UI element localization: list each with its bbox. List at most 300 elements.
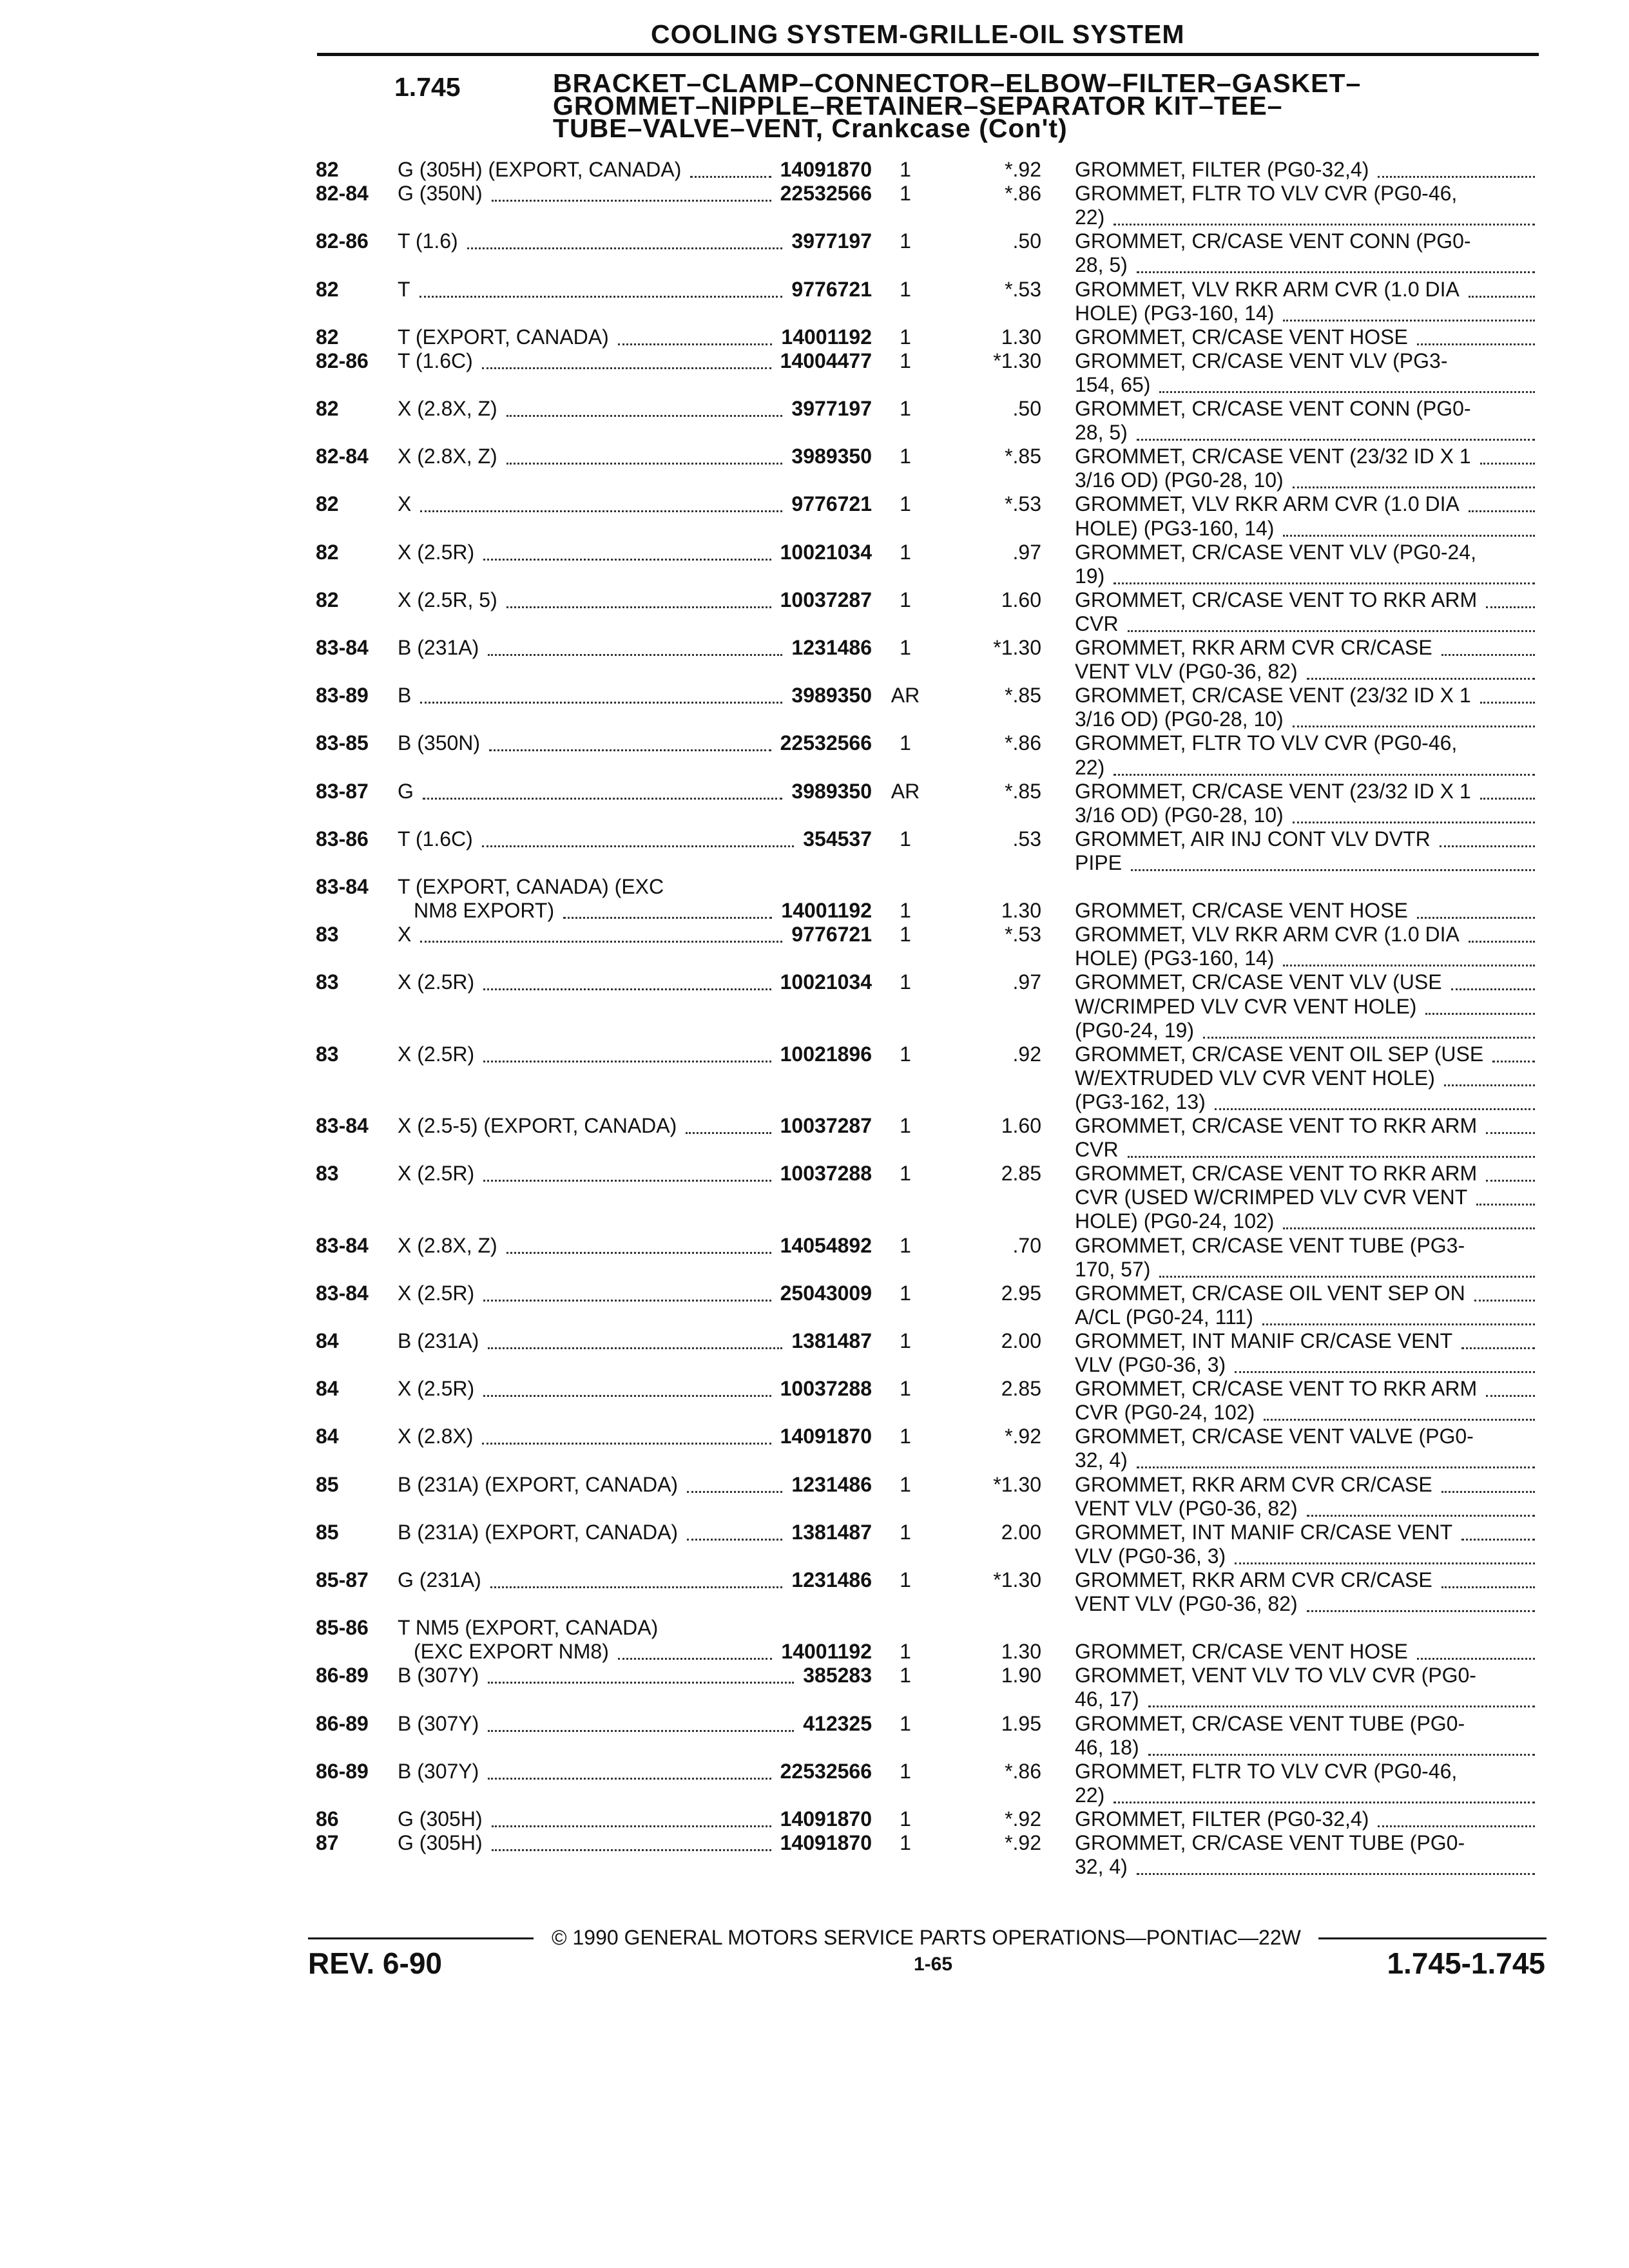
leader-dots bbox=[1128, 1153, 1535, 1158]
table-row bbox=[0, 588, 1629, 614]
leader-dots bbox=[563, 914, 772, 919]
model-code: X (2.5R) bbox=[398, 1162, 475, 1186]
price: *.53 bbox=[1005, 492, 1041, 516]
model-code: T (EXPORT, CANADA) (EXC bbox=[398, 875, 664, 898]
model-year: 86-89 bbox=[316, 1711, 369, 1735]
part-description: 28, 5) bbox=[1075, 253, 1128, 277]
table-row bbox=[0, 1114, 1629, 1140]
price: *.92 bbox=[1005, 1831, 1041, 1854]
model-year: 83-85 bbox=[316, 731, 369, 755]
part-description: GROMMET, CR/CASE VENT TO RKR ARM bbox=[1075, 1377, 1478, 1401]
model-year: 82 bbox=[316, 158, 339, 181]
quantity: 1 bbox=[900, 636, 911, 659]
model-year: 84 bbox=[316, 1425, 339, 1448]
leader-dots bbox=[1283, 532, 1535, 537]
part-description: GROMMET, CR/CASE VENT VLV (PG3- bbox=[1075, 349, 1448, 372]
leader-dots bbox=[492, 1823, 771, 1827]
leader-dots bbox=[1469, 508, 1535, 512]
footer-copyright: © 1990 GENERAL MOTORS SERVICE PARTS OPERATIONS—PONTIAC—22W bbox=[552, 1926, 1301, 1949]
leader-dots bbox=[1441, 1488, 1535, 1493]
model-year: 83-84 bbox=[316, 875, 369, 898]
model-code-continued: (EXC EXPORT NM8) bbox=[414, 1640, 609, 1664]
part-number: 1381487 bbox=[791, 1329, 872, 1352]
price: 2.00 bbox=[1001, 1520, 1041, 1544]
price: 2.85 bbox=[1001, 1377, 1041, 1401]
part-description: GROMMET, FLTR TO VLV CVR (PG0-46, bbox=[1075, 182, 1458, 206]
table-row bbox=[0, 970, 1629, 996]
part-number: 354537 bbox=[803, 827, 872, 850]
price: *1.30 bbox=[993, 1472, 1041, 1496]
table-row bbox=[0, 397, 1629, 423]
part-description: 46, 17) bbox=[1075, 1687, 1139, 1711]
leader-dots bbox=[483, 1058, 771, 1062]
price: 1.60 bbox=[1001, 588, 1041, 611]
table-row bbox=[0, 1186, 1629, 1211]
model-year: 83-84 bbox=[316, 636, 369, 659]
quantity: 1 bbox=[900, 1329, 911, 1352]
leader-dots bbox=[482, 1440, 771, 1445]
part-number: 22532566 bbox=[780, 731, 872, 755]
part-description: 3/16 OD) (PG0-28, 10) bbox=[1075, 707, 1284, 731]
leader-dots bbox=[1293, 819, 1535, 823]
model-year: 86-89 bbox=[316, 1759, 369, 1783]
table-row bbox=[0, 827, 1629, 853]
part-description: VENT VLV (PG0-36, 82) bbox=[1075, 660, 1298, 684]
quantity: 1 bbox=[900, 970, 911, 994]
leader-dots bbox=[1283, 962, 1535, 966]
part-number: 385283 bbox=[803, 1664, 872, 1687]
leader-dots bbox=[1203, 1034, 1535, 1039]
part-description: VLV (PG0-36, 3) bbox=[1075, 1544, 1226, 1568]
part-description: HOLE) (PG3-160, 14) bbox=[1075, 947, 1275, 970]
part-description: GROMMET, CR/CASE VENT HOSE bbox=[1075, 325, 1408, 349]
table-row bbox=[0, 492, 1629, 518]
leader-dots bbox=[506, 1249, 771, 1254]
part-description: GROMMET, CR/CASE VENT VLV (USE bbox=[1075, 970, 1442, 994]
quantity: 1 bbox=[900, 492, 911, 516]
model-code-continued: NM8 EXPORT) bbox=[414, 899, 555, 923]
model-code: B (307Y) bbox=[398, 1759, 479, 1783]
table-row bbox=[0, 1066, 1629, 1092]
leader-dots bbox=[1378, 1823, 1535, 1827]
leader-dots bbox=[1425, 1010, 1535, 1015]
part-number: 3989350 bbox=[791, 445, 872, 468]
quantity: 1 bbox=[900, 1831, 911, 1854]
price: *1.30 bbox=[993, 1568, 1041, 1591]
part-number: 1231486 bbox=[791, 1568, 872, 1591]
quantity: 1 bbox=[900, 1568, 911, 1591]
part-description: CVR bbox=[1075, 1138, 1119, 1162]
table-row bbox=[0, 1521, 1629, 1546]
price: 1.30 bbox=[1001, 899, 1041, 923]
quantity: 1 bbox=[900, 923, 911, 947]
leader-dots bbox=[618, 1655, 772, 1660]
table-row bbox=[0, 923, 1629, 948]
model-code: G (305H) bbox=[398, 1807, 483, 1831]
model-year: 83-84 bbox=[316, 1233, 369, 1257]
part-description: 3/16 OD) (PG0-28, 10) bbox=[1075, 803, 1284, 827]
leader-dots bbox=[1113, 771, 1535, 776]
quantity: 1 bbox=[900, 588, 911, 611]
table-row bbox=[0, 1258, 1629, 1283]
part-description: GROMMET, FILTER (PG0-32,4) bbox=[1075, 1807, 1369, 1831]
table-row bbox=[0, 541, 1629, 566]
leader-dots bbox=[1476, 1201, 1535, 1206]
quantity: 1 bbox=[900, 1162, 911, 1186]
price: 1.90 bbox=[1001, 1664, 1041, 1687]
section-title bbox=[553, 68, 1362, 143]
model-code: T (1.6C) bbox=[398, 827, 473, 850]
leader-dots bbox=[1378, 173, 1535, 178]
table-row bbox=[0, 1687, 1629, 1713]
quantity: 1 bbox=[900, 158, 911, 181]
table-row bbox=[0, 1664, 1629, 1689]
part-description: GROMMET, CR/CASE VENT CONN (PG0- bbox=[1075, 397, 1471, 420]
table-row bbox=[0, 564, 1629, 590]
part-description: CVR (PG0-24, 102) bbox=[1075, 1401, 1255, 1425]
table-row bbox=[0, 253, 1629, 279]
model-code: G (305H) (EXPORT, CANADA) bbox=[398, 158, 682, 181]
part-description: GROMMET, AIR INJ CONT VLV DVTR bbox=[1075, 827, 1431, 850]
leader-dots bbox=[1461, 1536, 1535, 1541]
price: *.85 bbox=[1005, 445, 1041, 468]
leader-dots bbox=[1417, 914, 1535, 919]
quantity: 1 bbox=[900, 397, 911, 420]
part-description: 32, 4) bbox=[1075, 1448, 1128, 1472]
quantity: 1 bbox=[900, 182, 911, 206]
model-year: 82-86 bbox=[316, 229, 369, 253]
model-year: 82 bbox=[316, 325, 339, 349]
table-row bbox=[0, 1473, 1629, 1499]
table-row bbox=[0, 1640, 1629, 1666]
leader-dots bbox=[1307, 675, 1535, 680]
table-row bbox=[0, 1209, 1629, 1235]
table-row bbox=[0, 1807, 1629, 1833]
part-description: 22) bbox=[1075, 755, 1105, 779]
model-year: 83 bbox=[316, 1162, 339, 1186]
model-year: 82-84 bbox=[316, 445, 369, 468]
price: *.86 bbox=[1005, 1759, 1041, 1783]
table-row bbox=[0, 1760, 1629, 1785]
table-row bbox=[0, 182, 1629, 207]
model-year: 82 bbox=[316, 540, 339, 564]
quantity: 1 bbox=[900, 1114, 911, 1137]
model-code: X (2.5R) bbox=[398, 1281, 475, 1305]
leader-dots bbox=[489, 747, 771, 751]
part-number: 1231486 bbox=[791, 1472, 872, 1496]
leader-dots bbox=[1128, 628, 1535, 632]
leader-dots bbox=[1159, 1273, 1535, 1278]
model-year: 83 bbox=[316, 1042, 339, 1066]
leader-dots bbox=[1486, 1177, 1535, 1182]
header-rule bbox=[317, 53, 1539, 56]
model-year: 84 bbox=[316, 1329, 339, 1352]
leader-dots bbox=[1293, 723, 1535, 727]
part-description: VLV (PG0-36, 3) bbox=[1075, 1353, 1226, 1376]
model-code: B (231A) (EXPORT, CANADA) bbox=[398, 1520, 679, 1544]
table-row bbox=[0, 349, 1629, 375]
leader-dots bbox=[1480, 699, 1535, 704]
part-description: 154, 65) bbox=[1075, 372, 1151, 396]
part-description: W/CRIMPED VLV CVR VENT HOLE) bbox=[1075, 994, 1417, 1018]
part-description: GROMMET, CR/CASE VENT (23/32 ID X 1 bbox=[1075, 445, 1471, 468]
part-description: VENT VLV (PG0-36, 82) bbox=[1075, 1592, 1298, 1615]
price: 1.30 bbox=[1001, 1640, 1041, 1664]
table-row bbox=[0, 684, 1629, 709]
model-year: 86-89 bbox=[316, 1664, 369, 1687]
part-number: 14001192 bbox=[781, 1640, 872, 1664]
quantity: 1 bbox=[900, 1425, 911, 1448]
part-description: GROMMET, CR/CASE VENT TO RKR ARM bbox=[1075, 588, 1478, 611]
price: 1.60 bbox=[1001, 1114, 1041, 1137]
model-code: X (2.5R) bbox=[398, 970, 475, 994]
part-description: GROMMET, CR/CASE VENT CONN (PG0- bbox=[1075, 229, 1471, 253]
part-number: 14091870 bbox=[780, 1425, 872, 1448]
leader-dots bbox=[490, 1584, 782, 1588]
part-number: 14091870 bbox=[780, 158, 872, 181]
leader-dots bbox=[1417, 341, 1535, 345]
leader-dots bbox=[488, 1727, 794, 1732]
model-year: 83-84 bbox=[316, 1114, 369, 1137]
leader-dots bbox=[1283, 1225, 1535, 1229]
table-row bbox=[0, 1138, 1629, 1164]
table-row bbox=[0, 947, 1629, 972]
part-number: 10021896 bbox=[780, 1042, 872, 1066]
leader-dots bbox=[1148, 1703, 1535, 1707]
table-row bbox=[0, 1712, 1629, 1738]
table-row bbox=[0, 707, 1629, 733]
model-code: G (350N) bbox=[398, 182, 483, 206]
leader-dots bbox=[1113, 221, 1535, 226]
model-year: 83-87 bbox=[316, 779, 369, 803]
model-year: 82 bbox=[316, 492, 339, 516]
price: *.85 bbox=[1005, 684, 1041, 707]
table-row bbox=[0, 803, 1629, 829]
part-number: 22532566 bbox=[780, 1759, 872, 1783]
leader-dots bbox=[1262, 1321, 1535, 1325]
model-year: 85 bbox=[316, 1520, 339, 1544]
part-description: 22) bbox=[1075, 1783, 1105, 1807]
model-year: 82-86 bbox=[316, 349, 369, 372]
part-number: 14001192 bbox=[781, 325, 872, 349]
table-row bbox=[0, 1855, 1629, 1881]
leader-dots bbox=[420, 699, 782, 704]
part-description: VENT VLV (PG0-36, 82) bbox=[1075, 1496, 1298, 1520]
part-description: GROMMET, INT MANIF CR/CASE VENT bbox=[1075, 1520, 1453, 1544]
part-description: GROMMET, VENT VLV TO VLV CVR (PG0- bbox=[1075, 1664, 1476, 1687]
quantity: 1 bbox=[900, 1640, 911, 1664]
part-description: CVR bbox=[1075, 611, 1119, 635]
table-row bbox=[0, 517, 1629, 543]
model-code: G (231A) bbox=[398, 1568, 481, 1591]
part-number: 10021034 bbox=[780, 540, 872, 564]
model-code: B (231A) (EXPORT, CANADA) bbox=[398, 1472, 679, 1496]
leader-dots bbox=[1235, 1369, 1535, 1373]
part-description: 22) bbox=[1075, 206, 1105, 229]
model-year: 84 bbox=[316, 1377, 339, 1401]
header-title: COOLING SYSTEM-GRILLE-OIL SYSTEM bbox=[651, 19, 1185, 49]
table-row bbox=[0, 731, 1629, 757]
quantity: 1 bbox=[900, 1664, 911, 1687]
price: .97 bbox=[1012, 970, 1041, 994]
leader-dots bbox=[506, 604, 771, 608]
leader-dots bbox=[687, 1488, 782, 1493]
section-range: 1.745-1.745 bbox=[1387, 1946, 1545, 1980]
leader-dots bbox=[1307, 1512, 1535, 1517]
leader-dots bbox=[467, 245, 782, 249]
part-description: 170, 57) bbox=[1075, 1257, 1151, 1281]
part-description: 28, 5) bbox=[1075, 421, 1128, 445]
price: *.92 bbox=[1005, 1425, 1041, 1448]
leader-dots bbox=[690, 173, 771, 178]
table-row bbox=[0, 468, 1629, 494]
part-number: 412325 bbox=[803, 1711, 872, 1735]
part-number: 10037288 bbox=[780, 1377, 872, 1401]
model-code: X (2.5R, 5) bbox=[398, 588, 497, 611]
model-code: T bbox=[398, 277, 410, 301]
price: .70 bbox=[1012, 1233, 1041, 1257]
part-number: 14001192 bbox=[781, 899, 872, 923]
model-year: 82 bbox=[316, 588, 339, 611]
part-description: GROMMET, VLV RKR ARM CVR (1.0 DIA bbox=[1075, 277, 1460, 301]
table-row bbox=[0, 206, 1629, 231]
leader-dots bbox=[1137, 1464, 1535, 1468]
leader-dots bbox=[1469, 938, 1535, 943]
table-row bbox=[0, 1329, 1629, 1355]
part-description: GROMMET, CR/CASE VENT HOSE bbox=[1075, 1640, 1408, 1664]
part-number: 3977197 bbox=[791, 229, 872, 253]
model-year: 86 bbox=[316, 1807, 339, 1831]
section-number: 1.745 bbox=[394, 72, 461, 102]
part-number: 25043009 bbox=[780, 1281, 872, 1305]
part-description: GROMMET, FILTER (PG0-32,4) bbox=[1075, 158, 1369, 181]
part-description: GROMMET, CR/CASE VENT OIL SEP (USE bbox=[1075, 1042, 1484, 1066]
leader-dots bbox=[1137, 436, 1535, 441]
part-number: 14091870 bbox=[780, 1807, 872, 1831]
table-row bbox=[0, 1448, 1629, 1474]
model-code: B (231A) bbox=[398, 1329, 479, 1352]
leader-dots bbox=[1417, 1655, 1535, 1660]
part-description: GROMMET, CR/CASE VENT TUBE (PG0- bbox=[1075, 1711, 1465, 1735]
table-row bbox=[0, 1043, 1629, 1068]
price: *.86 bbox=[1005, 731, 1041, 755]
part-number: 3989350 bbox=[791, 779, 872, 803]
leader-dots bbox=[423, 795, 782, 800]
leader-dots bbox=[483, 1297, 771, 1302]
part-description: (PG0-24, 19) bbox=[1075, 1018, 1194, 1042]
part-number: 1381487 bbox=[791, 1520, 872, 1544]
leader-dots bbox=[1113, 1799, 1535, 1803]
leader-dots bbox=[1441, 651, 1535, 656]
quantity: 1 bbox=[900, 1042, 911, 1066]
leader-dots bbox=[482, 365, 771, 369]
leader-dots bbox=[483, 556, 771, 561]
part-description: GROMMET, VLV RKR ARM CVR (1.0 DIA bbox=[1075, 923, 1460, 947]
part-description: GROMMET, FLTR TO VLV CVR (PG0-46, bbox=[1075, 731, 1458, 755]
part-number: 3977197 bbox=[791, 397, 872, 420]
part-description: CVR (USED W/CRIMPED VLV CVR VENT bbox=[1075, 1186, 1468, 1209]
quantity: 1 bbox=[900, 1711, 911, 1735]
table-row bbox=[0, 229, 1629, 255]
model-year: 83 bbox=[316, 923, 339, 947]
table-row bbox=[0, 325, 1629, 351]
part-description: GROMMET, CR/CASE OIL VENT SEP ON bbox=[1075, 1281, 1465, 1305]
leader-dots bbox=[1444, 1082, 1535, 1086]
part-description: 19) bbox=[1075, 564, 1105, 588]
price: *.86 bbox=[1005, 182, 1041, 206]
model-year: 85-86 bbox=[316, 1616, 369, 1640]
model-year: 83 bbox=[316, 970, 339, 994]
quantity: 1 bbox=[900, 899, 911, 923]
table-row bbox=[0, 1090, 1629, 1116]
quantity: 1 bbox=[900, 277, 911, 301]
model-code: T (EXPORT, CANADA) bbox=[398, 325, 609, 349]
footer-rule-left bbox=[308, 1937, 534, 1939]
quantity: 1 bbox=[900, 540, 911, 564]
price: .53 bbox=[1012, 827, 1041, 850]
quantity: 1 bbox=[900, 445, 911, 468]
table-row bbox=[0, 1544, 1629, 1570]
price: *.85 bbox=[1005, 779, 1041, 803]
table-row bbox=[0, 1234, 1629, 1260]
part-number: 22532566 bbox=[780, 182, 872, 206]
part-description: (PG3-162, 13) bbox=[1075, 1090, 1206, 1113]
part-description: GROMMET, FLTR TO VLV CVR (PG0-46, bbox=[1075, 1759, 1458, 1783]
model-code: X (2.8X, Z) bbox=[398, 1233, 497, 1257]
part-number: 14054892 bbox=[780, 1233, 872, 1257]
model-code: T (1.6C) bbox=[398, 349, 473, 372]
model-code: X (2.8X, Z) bbox=[398, 445, 497, 468]
table-row bbox=[0, 158, 1629, 184]
revision-label: REV. 6-90 bbox=[308, 1946, 442, 1980]
table-row bbox=[0, 1162, 1629, 1187]
model-year: 82 bbox=[316, 397, 339, 420]
table-row bbox=[0, 1019, 1629, 1044]
part-description: GROMMET, CR/CASE VENT TUBE (PG3- bbox=[1075, 1233, 1465, 1257]
leader-dots bbox=[1283, 317, 1535, 322]
leader-dots bbox=[1131, 867, 1535, 871]
quantity: 1 bbox=[900, 1472, 911, 1496]
part-description: A/CL (PG0-24, 111) bbox=[1075, 1305, 1253, 1329]
quantity: 1 bbox=[900, 325, 911, 349]
model-year: 82 bbox=[316, 277, 339, 301]
table-row bbox=[0, 302, 1629, 327]
model-code: X (2.8X, Z) bbox=[398, 397, 497, 420]
model-code: B (307Y) bbox=[398, 1664, 479, 1687]
leader-dots bbox=[1440, 843, 1535, 847]
part-description: GROMMET, CR/CASE VENT TO RKR ARM bbox=[1075, 1114, 1478, 1137]
leader-dots bbox=[492, 1847, 771, 1851]
model-code: X bbox=[398, 492, 412, 516]
leader-dots bbox=[1113, 580, 1535, 584]
leader-dots bbox=[1480, 795, 1535, 800]
table-row bbox=[0, 1401, 1629, 1427]
leader-dots bbox=[420, 938, 782, 943]
part-description: GROMMET, CR/CASE VENT VALVE (PG0- bbox=[1075, 1425, 1474, 1448]
leader-dots bbox=[419, 293, 782, 298]
part-number: 10037287 bbox=[780, 588, 872, 611]
model-year: 83-84 bbox=[316, 1281, 369, 1305]
leader-dots bbox=[506, 460, 782, 465]
table-row bbox=[0, 1783, 1629, 1809]
quantity: AR bbox=[891, 779, 920, 803]
model-code: G bbox=[398, 779, 414, 803]
leader-dots bbox=[1486, 1129, 1535, 1134]
quantity: AR bbox=[891, 684, 920, 707]
part-description: GROMMET, VLV RKR ARM CVR (1.0 DIA bbox=[1075, 492, 1460, 516]
part-description: 32, 4) bbox=[1075, 1855, 1128, 1879]
part-description: PIPE bbox=[1075, 850, 1122, 874]
